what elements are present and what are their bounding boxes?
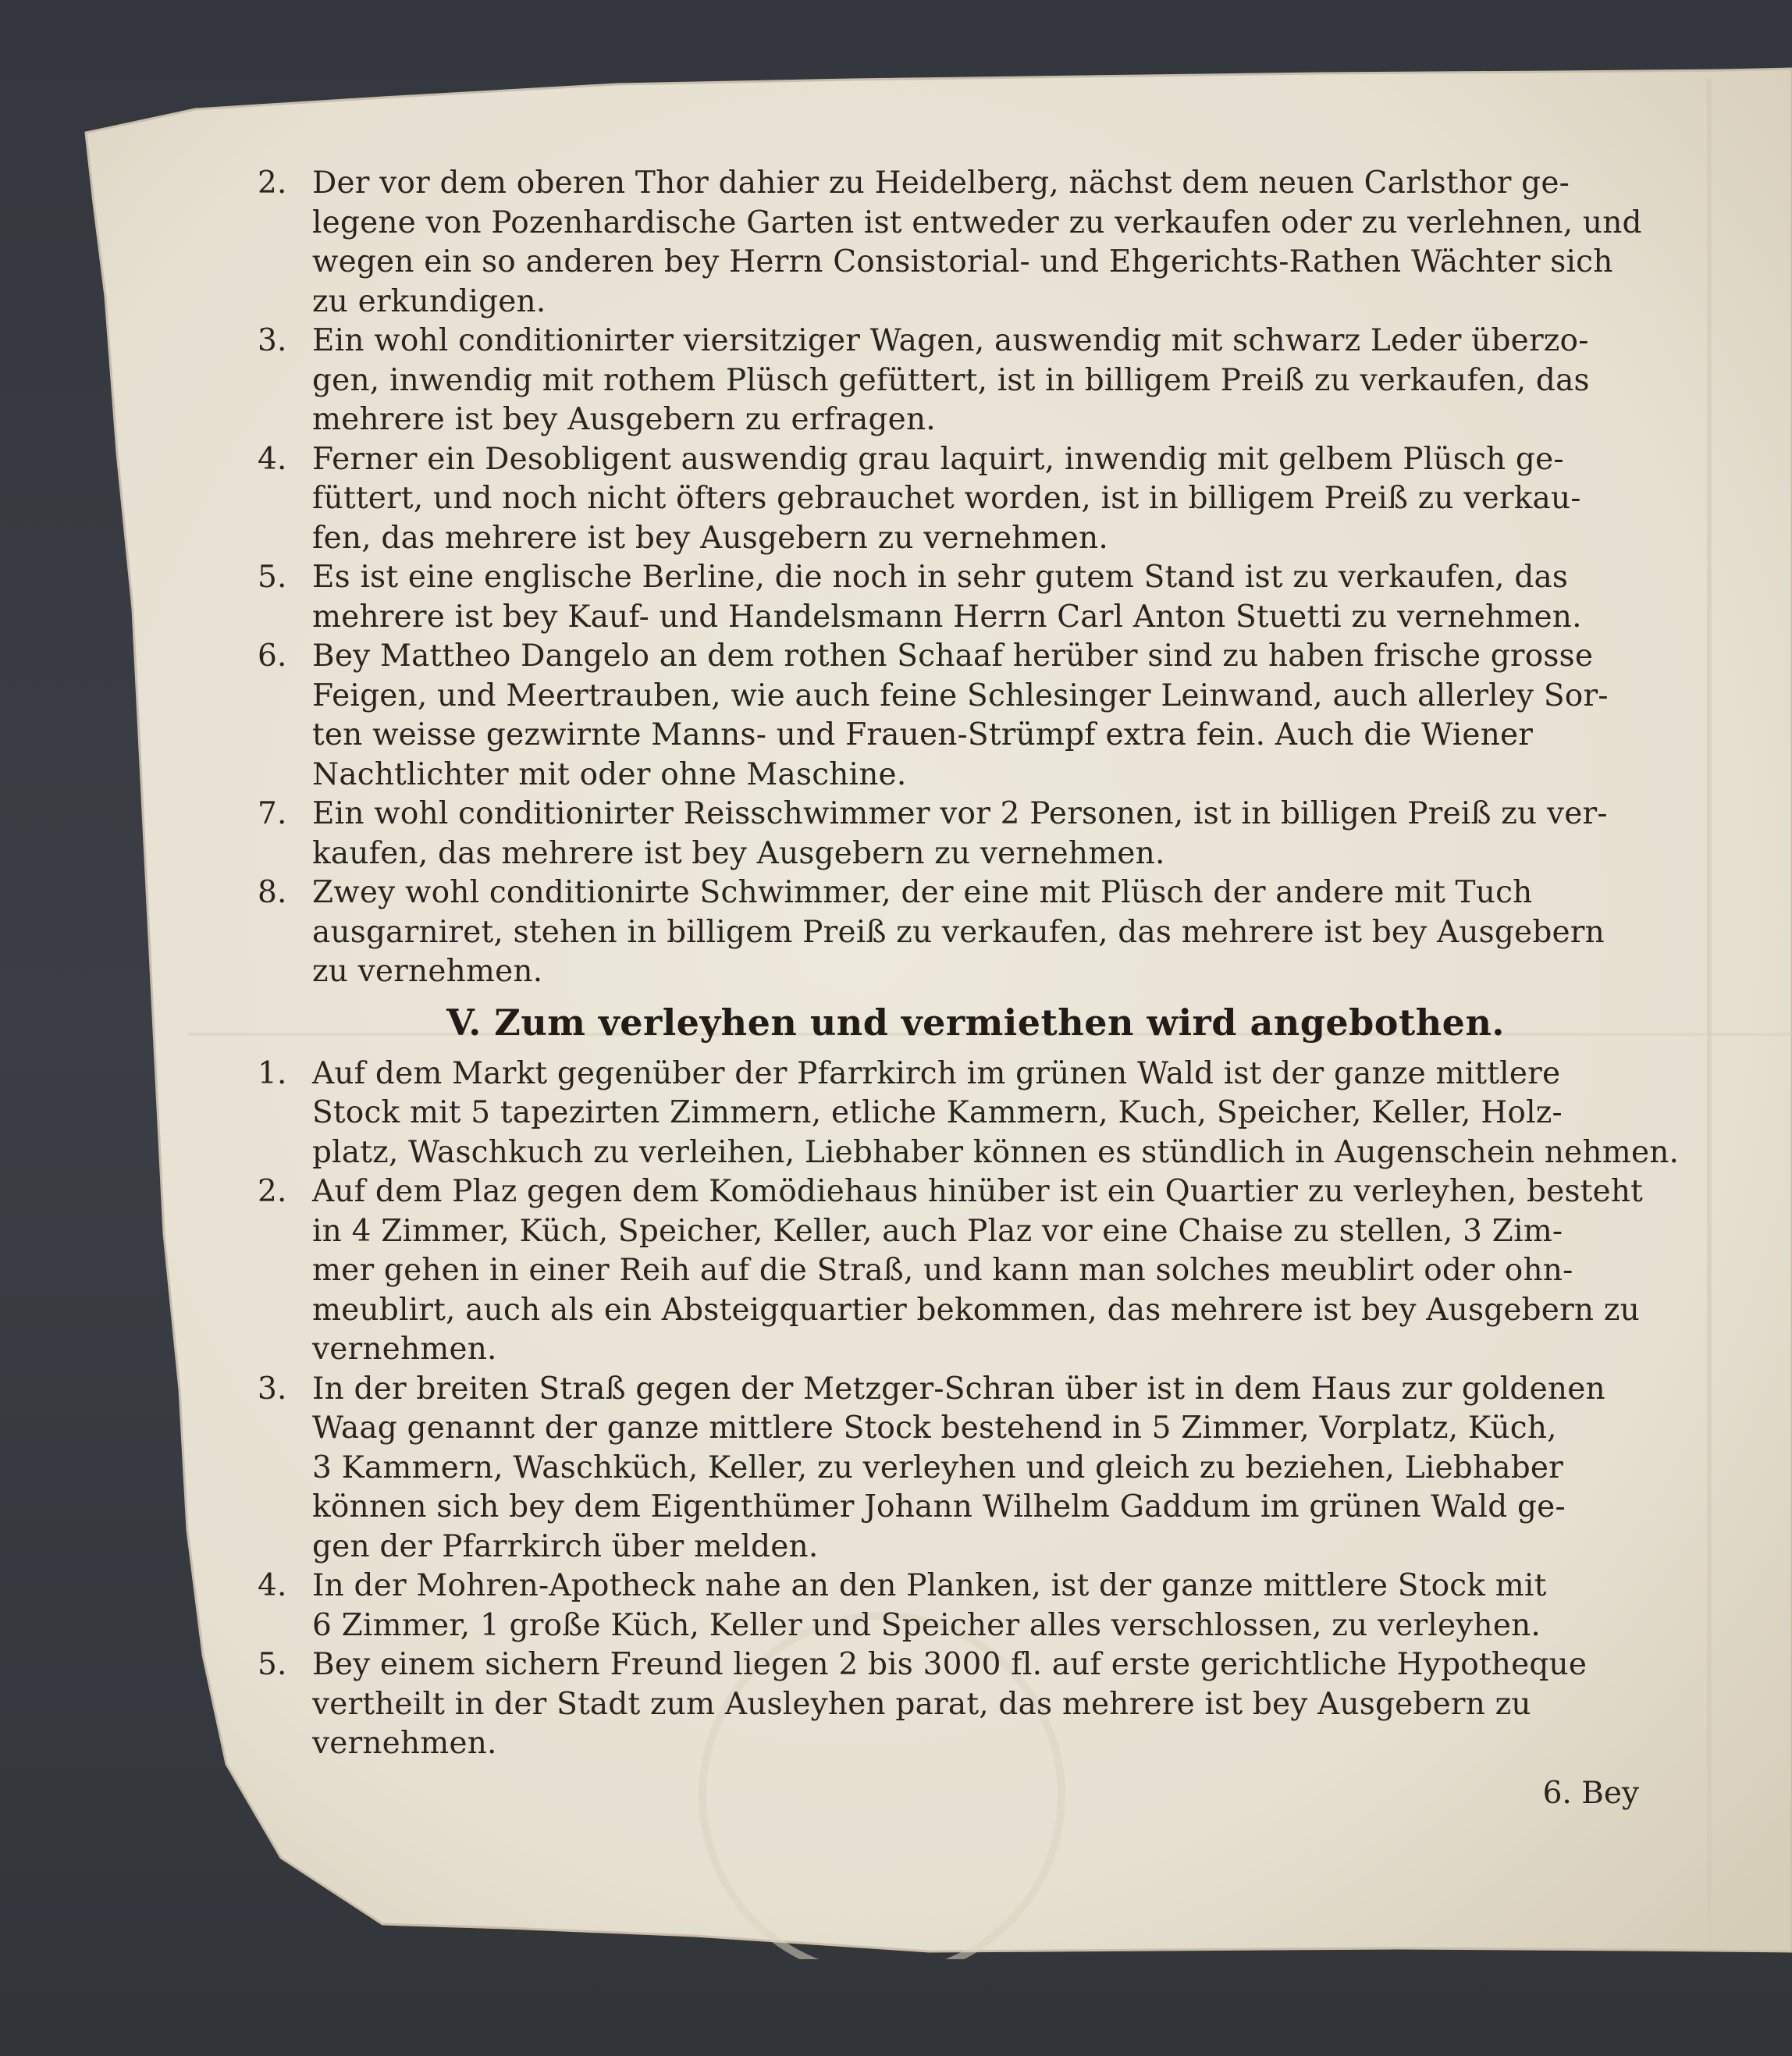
item-iv-3 [258, 322, 1639, 440]
text-line: vernehmen. [312, 1332, 497, 1367]
item-number: 8. [258, 875, 287, 910]
text-line: meublirt, auch als ein Absteigquartier bekommen, das mehrere ist bey Ausgebern zu [312, 1292, 1640, 1328]
item-v-1 [258, 1055, 1680, 1173]
item-iv-7 [258, 795, 1639, 873]
text-line: 6 Zimmer, 1 große Küch, Keller und Speicher alles verschlossen, zu verleyhen. [312, 1607, 1541, 1643]
text-line: fen, das mehrere ist bey Ausgebern zu vernehmen. [312, 520, 1108, 556]
item-iv-5 [258, 558, 1639, 637]
item-number: 4. [258, 441, 287, 477]
text-line: 3 Kammern, Waschküch, Keller, zu verleyhen und gleich zu beziehen, Liebhaber [312, 1450, 1564, 1485]
text-line: zu erkundigen. [312, 283, 546, 319]
text-line: vernehmen. [312, 1726, 497, 1761]
item-iv-8 [258, 873, 1639, 992]
text-line: Feigen, und Meertrauben, wie auch feine Schlesinger Leinwand, auch allerley Sor- [312, 678, 1609, 713]
text-line: 3. In der breiten Straß gegen der Metzger-Schran über ist in dem Haus zur goldenen [312, 1370, 1639, 1410]
catchword: 6. Bey [1542, 1775, 1639, 1811]
item-number: 3. [258, 1371, 287, 1407]
text-line: 7. Ein wohl conditionirter Reisschwimmer vor 2 Personen, ist in billigen Preiß zu ver- [312, 795, 1639, 834]
text-line: legene von Pozenhardische Garten ist entweder zu verkaufen oder zu verlehnen, und [312, 205, 1642, 240]
text-line: wegen ein so anderen bey Herrn Consistorial- und Ehgerichts-Rathen Wächter sich [312, 244, 1613, 279]
text-line: mehrere ist bey Kauf- und Handelsmann Herrn Carl Anton Stuetti zu vernehmen. [312, 599, 1582, 635]
item-number: 5. [258, 1647, 287, 1682]
text-line: Nachtlichter mit oder ohne Maschine. [312, 756, 907, 792]
item-v-5 [258, 1645, 1639, 1764]
section-heading: V. Zum verleyhen und vermiethen wird angebothen. [446, 1001, 1505, 1044]
text-line: zu vernehmen. [312, 954, 543, 989]
item-number: 5. [258, 560, 287, 595]
text-line: ausgarniret, stehen in billigem Preiß zu verkaufen, das mehrere ist bey Ausgebern [312, 914, 1605, 950]
text-line: kaufen, das mehrere ist bey Ausgebern zu vernehmen. [312, 835, 1165, 871]
item-iv-6 [258, 637, 1639, 795]
text-line: 2. Der vor dem oberen Thor dahier zu Heidelberg, nächst dem neuen Carlsthor ge- [312, 164, 1639, 204]
item-number: 2. [258, 1174, 287, 1209]
text-line: in 4 Zimmer, Küch, Speicher, Keller, auch Plaz vor eine Chaise zu stellen, 3 Zim- [312, 1213, 1563, 1249]
item-number: 3. [258, 323, 287, 358]
text-line: Waag genannt der ganze mittlere Stock bestehend in 5 Zimmer, Vorplatz, Küch, [312, 1410, 1557, 1446]
text-line: 8. Zwey wohl conditionirte Schwimmer, der eine mit Plüsch der andere mit Tuch [312, 873, 1639, 913]
item-number: 4. [258, 1568, 287, 1603]
text-line: können sich bey dem Eigenthümer Johann Wilhelm Gaddum im grünen Wald ge- [312, 1489, 1566, 1524]
text-line: füttert, und noch nicht öfters gebrauchet worden, ist in billigem Preiß zu verkau- [312, 481, 1581, 516]
text-line: gen der Pfarrkirch über melden. [312, 1528, 819, 1564]
text-line: mehrere ist bey Ausgebern zu erfragen. [312, 402, 936, 437]
text-line: Stock mit 5 tapezirten Zimmern, etliche Kammern, Kuch, Speicher, Keller, Holz- [312, 1095, 1563, 1130]
text-line: 4. In der Mohren-Apotheck nahe an den Planken, ist der ganze mittlere Stock mit [312, 1567, 1639, 1606]
text-line: vertheilt in der Stadt zum Ausleyhen parat, das mehrere ist bey Ausgebern zu [312, 1686, 1531, 1722]
text-line: 1. Auf dem Markt gegenüber der Pfarrkirch im grünen Wald ist der ganze mittlere [312, 1055, 1639, 1094]
text-line: 3. Ein wohl conditionirter viersitziger Wagen, auswendig mit schwarz Leder überzo- [312, 322, 1639, 361]
text-line: ten weisse gezwirnte Manns- und Frauen-Strümpf extra fein. Auch die Wiener [312, 717, 1534, 752]
item-v-4 [258, 1567, 1639, 1645]
item-v-2 [258, 1172, 1644, 1370]
text-line: 5. Bey einem sichern Freund liegen 2 bis 3000 fl. auf erste gerichtliche Hypotheque [312, 1645, 1639, 1685]
text-line: 5. Es ist eine englische Berline, die noch in sehr gutem Stand ist zu verkaufen, das [312, 558, 1639, 598]
text-line: gen, inwendig mit rothem Plüsch gefüttert, ist in billigem Preiß zu verkaufen, das [312, 362, 1590, 398]
text-line: 4. Ferner ein Desobligent auswendig grau laquirt, inwendig mit gelbem Plüsch ge- [312, 440, 1639, 480]
text-line: platz, Waschkuch zu verleihen, Liebhaber können es stündlich in Augenschein nehmen. [312, 1134, 1680, 1170]
item-number: 2. [258, 165, 287, 201]
item-number: 6. [258, 638, 287, 674]
text-line: mer gehen in einer Reih auf die Straß, und kann man solches meublirt oder ohn- [312, 1253, 1573, 1288]
item-number: 7. [258, 796, 287, 831]
item-v-3 [258, 1370, 1639, 1567]
item-iv-2 [258, 164, 1642, 322]
text-line: 6. Bey Mattheo Dangelo an dem rothen Schaaf herüber sind zu haben frische grosse [312, 637, 1639, 677]
text-line: 2. Auf dem Plaz gegen dem Komödiehaus hinüber ist ein Quartier zu verleyhen, besteht [312, 1172, 1639, 1212]
item-iv-4 [258, 440, 1639, 559]
item-number: 1. [258, 1055, 287, 1091]
document-body [258, 164, 1680, 1817]
